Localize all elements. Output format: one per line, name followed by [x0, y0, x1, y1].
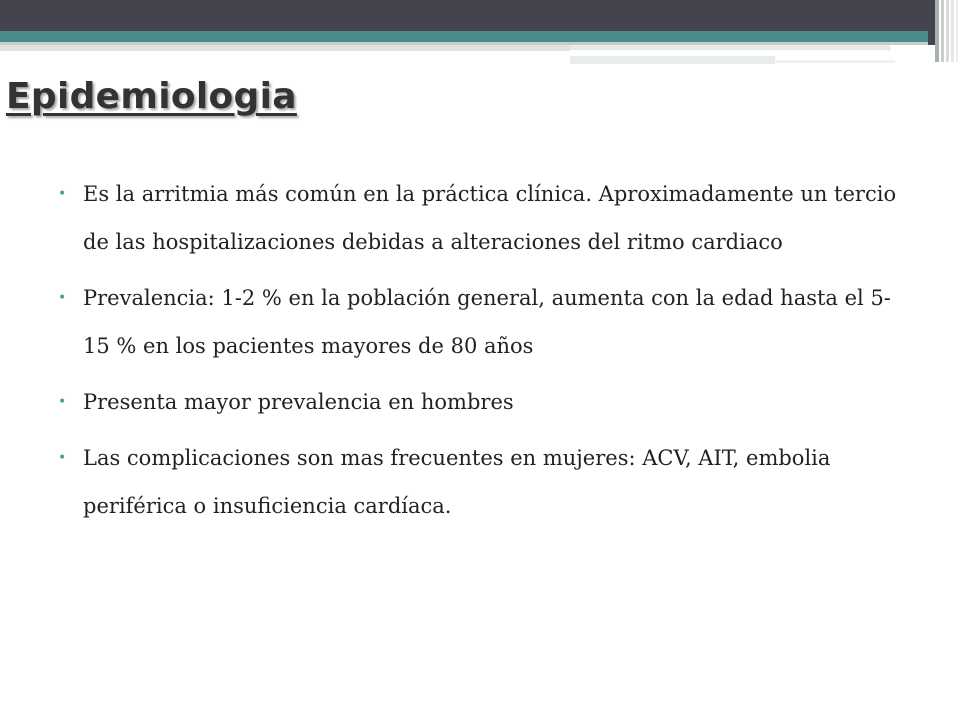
right-vertical-line — [951, 0, 954, 62]
right-vertical-line — [956, 0, 958, 62]
right-vertical-line — [941, 0, 944, 62]
bullet-item — [58, 378, 898, 426]
right-corner-block — [928, 0, 935, 45]
top-banner-accent-stripe — [0, 31, 928, 42]
bullet-dot-icon: • — [58, 394, 67, 410]
bullet-text: Las complicaciones son mas frecuentes en mujeres: ACV, AIT, embolia periférica o insuficiencia cardíaca. — [83, 446, 831, 518]
bullet-dot-icon: • — [58, 290, 67, 306]
decorative-strip-lower — [570, 56, 775, 64]
decorative-strip-lower-right — [775, 60, 895, 63]
bullet-item — [58, 434, 898, 530]
bullet-text: Presenta mayor prevalencia en hombres — [83, 390, 514, 414]
bullet-dot-icon: • — [58, 186, 67, 202]
bullet-text: Prevalencia: 1-2 % en la población general, aumenta con la edad hasta el 5-15 % en los pacientes mayores de 80 años — [83, 286, 891, 358]
top-banner — [0, 0, 928, 31]
bullet-item — [58, 274, 898, 370]
decorative-strip-left — [0, 45, 570, 51]
bullet-list — [58, 170, 898, 538]
right-vertical-line — [946, 0, 949, 62]
bullet-dot-icon: • — [58, 450, 67, 466]
decorative-strip-middle-line — [570, 50, 888, 52]
bullet-item — [58, 170, 898, 266]
right-vertical-line — [935, 0, 939, 62]
slide-title: Epidemiologia — [6, 76, 297, 117]
bullet-text: Es la arritmia más común en la práctica clínica. Aproximadamente un tercio de las hospitalizaciones debidas a alteraciones del ritmo cardiaco — [83, 182, 897, 254]
